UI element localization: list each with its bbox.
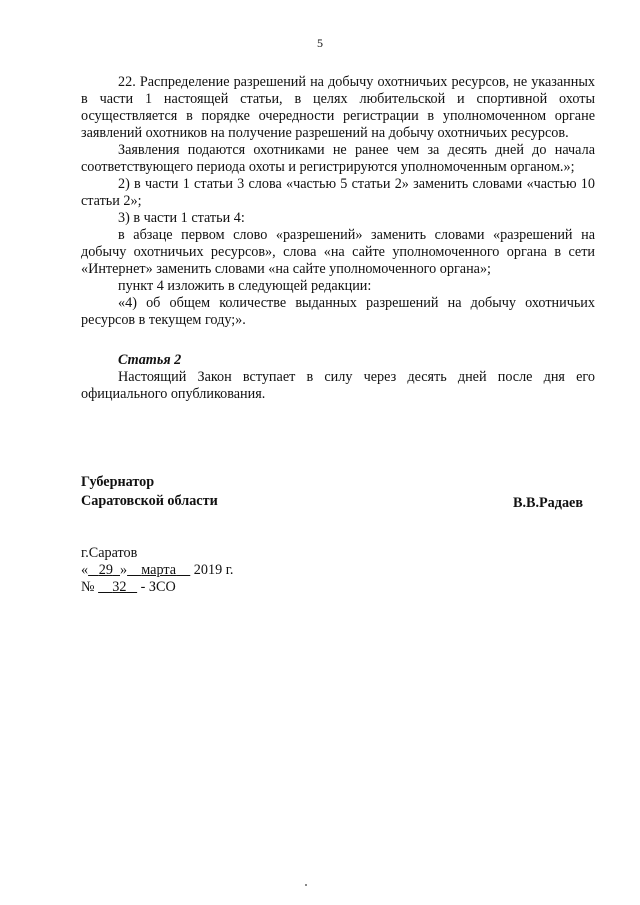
paragraph-item-3: 3) в части 1 статьи 4: [118,210,245,226]
paragraph-point-4: пункт 4 изложить в следующей редакции: [118,278,372,294]
law-number-suffix: - ЗСО [140,579,176,595]
paragraph-applications: Заявления подаются охотниками не ранее чем за десять дней до начала соответствующего периода охоты и регистрируются уполномоченным органом.»; [81,142,595,175]
date-month: марта [141,562,177,578]
document-body [81,74,595,403]
number-line: № 32 - ЗСО [81,579,176,595]
page-number: 5 [317,36,323,50]
date-line: « 29 » марта 2019 г. [81,562,234,578]
date-day: 29 [98,562,113,578]
paragraph-first-abzac: в абзаце первом слово «разрешений» заменить словами «разрешений на добычу охотничьих ресурсов», слова «на сайте уполномоченного органа в сети «Интернет» заменить словами «на сайте уполномоченного органа»; [81,227,595,277]
article-2-text: Настоящий Закон вступает в силу через десять дней после дня его официального опубликования. [81,369,595,402]
place-date-block [81,545,233,596]
article-2-title: Статья 2 [118,352,182,368]
paragraph-point-4-text: «4) об общем количестве выданных разрешений на добычу охотничьих ресурсов в текущем году;». [81,295,595,328]
governor-title: Губернатор [81,474,155,490]
paragraph-item-2: 2) в части 1 статьи 3 слова «частью 5 статьи 2» заменить словами «частью 10 статьи 2»; [81,176,595,209]
law-number: 32 [112,579,127,595]
scan-dot [305,884,307,886]
city: г.Саратов [81,545,138,561]
governor-region: Саратовской области [81,493,218,509]
signature-block [81,473,595,511]
date-year: 2019 г. [193,562,234,578]
paragraph-22: 22. Распределение разрешений на добычу охотничьих ресурсов, не указанных в части 1 настоящей статьи, в целях любительской и спортивной охоты осуществляется в порядке очередности регистрации в уполномоченном органе заявлений охотников на получение разрешений на добычу охотничьих ресурсов. [81,74,595,141]
governor-name: В.В.Радаев [512,495,583,511]
